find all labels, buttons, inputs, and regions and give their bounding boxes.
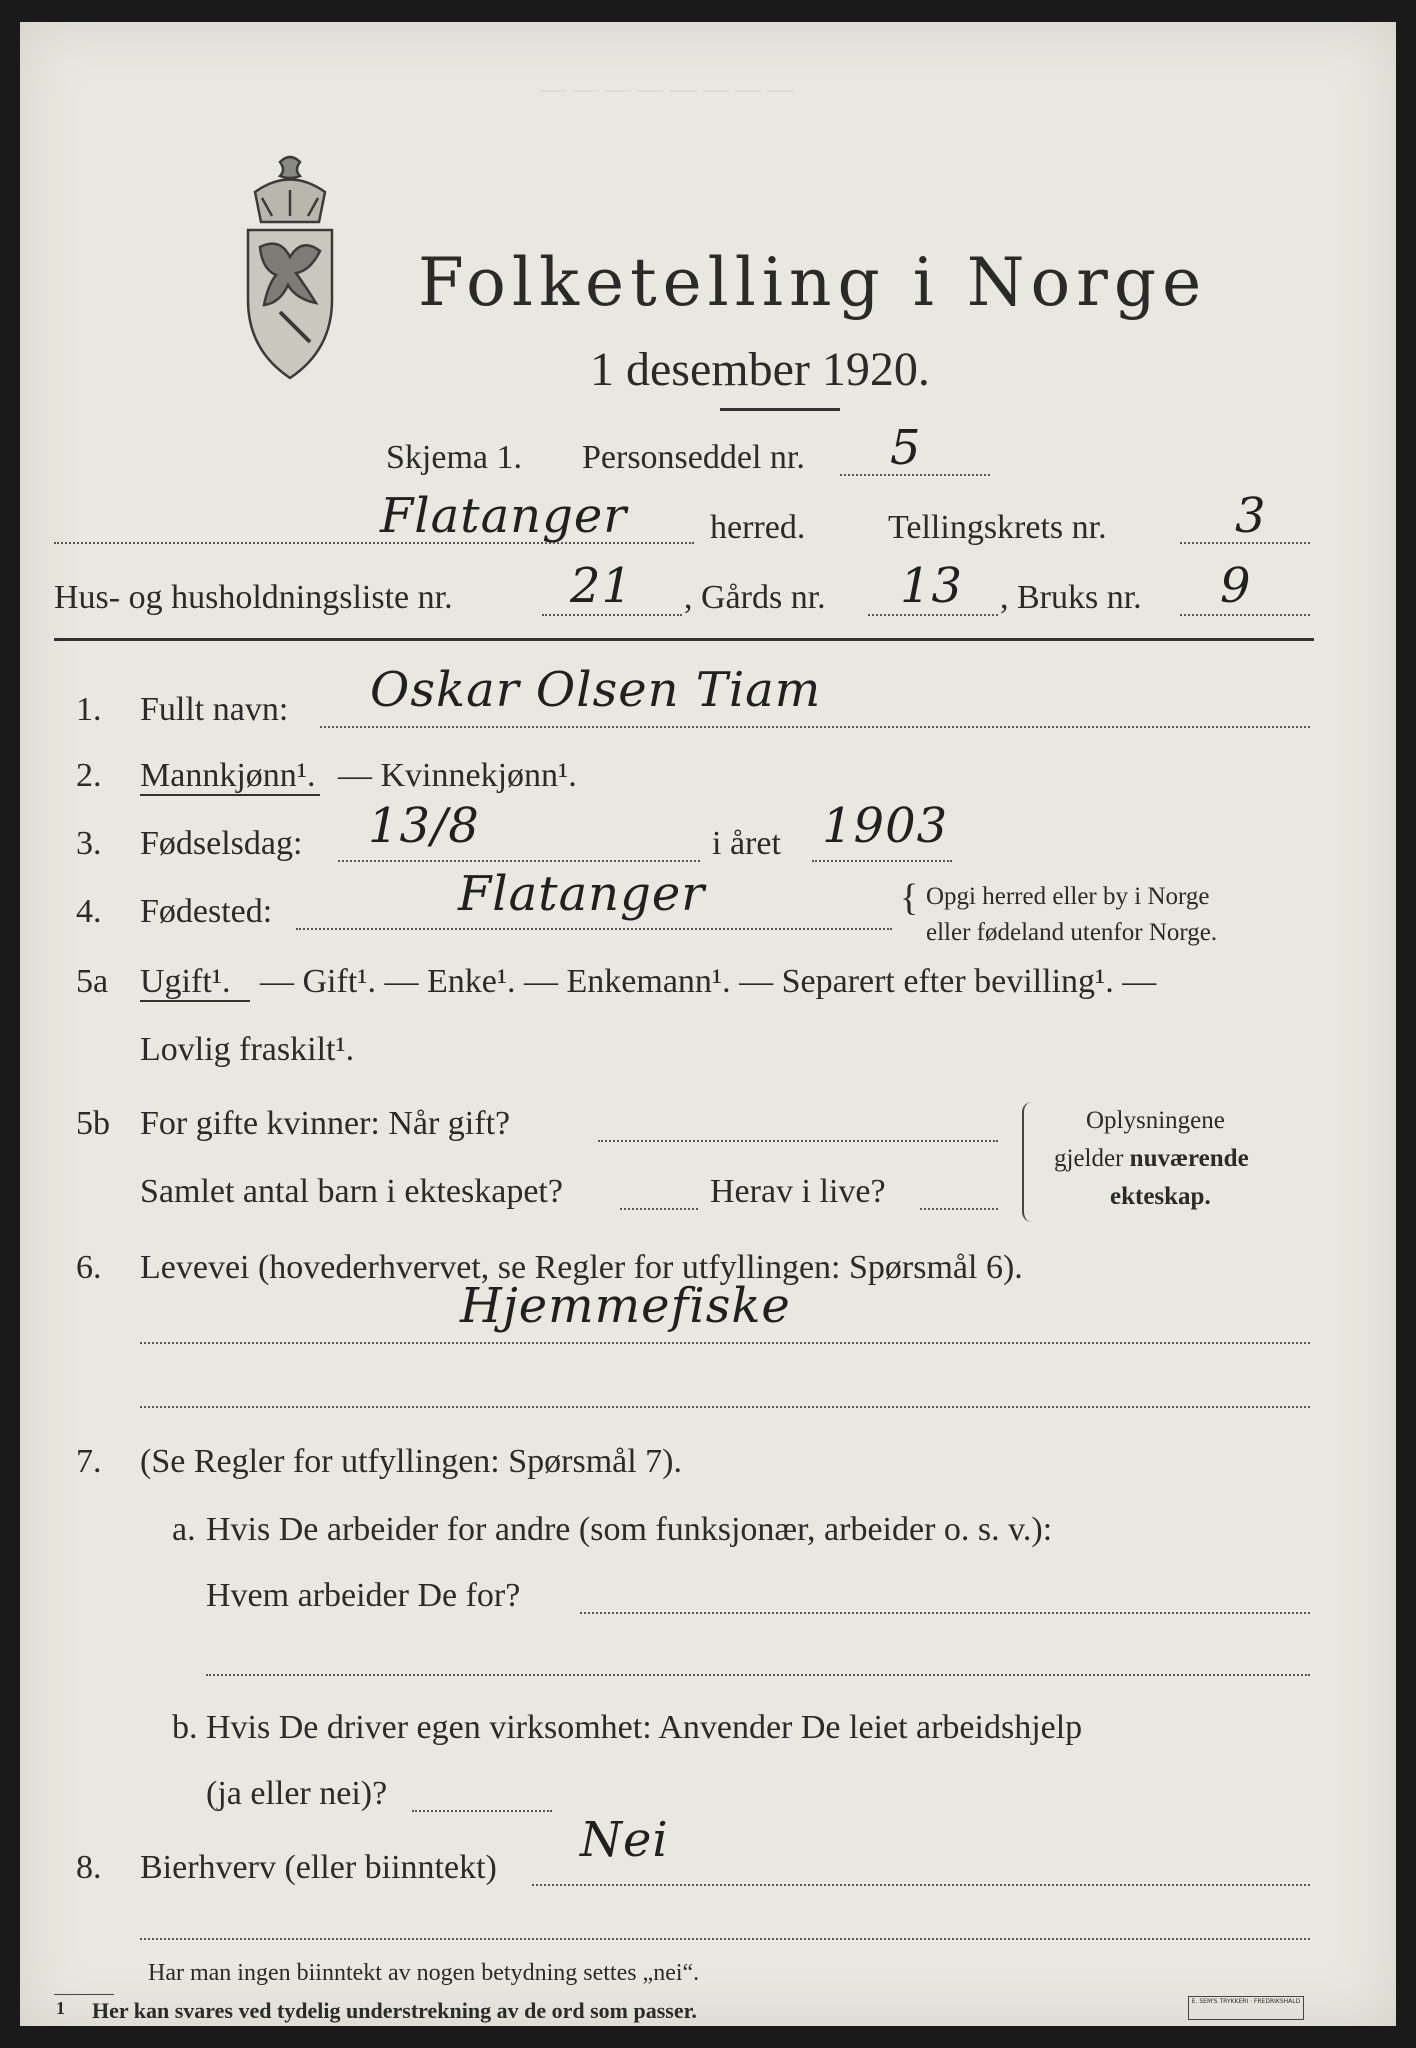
q1-full-name[interactable]: Oskar Olsen Tiam — [370, 662, 822, 718]
header-divider — [54, 638, 1314, 641]
q3-birth-year[interactable]: 1903 — [822, 798, 949, 854]
q5b-number: 5b — [76, 1105, 110, 1142]
q8-side-income[interactable]: Nei — [580, 1812, 669, 1868]
q5b-married-label: For gifte kvinner: Når gift? — [140, 1105, 511, 1142]
q7b-line1: Hvis De driver egen virksomhet: Anvender De leiet arbeidshjelp — [206, 1709, 1083, 1746]
hus-dots — [542, 614, 682, 616]
q5b-children-label: Samlet antal barn i ekteskapet? — [140, 1173, 563, 1210]
coat-of-arms-icon — [220, 152, 360, 392]
q2-female-option[interactable]: — Kvinnekjønn¹. — [338, 757, 577, 794]
q3-birthdate[interactable]: 13/8 — [368, 798, 480, 854]
q8-dots-2 — [140, 1938, 1310, 1940]
bruks-value[interactable]: 9 — [1220, 558, 1252, 614]
q8-dots — [532, 1884, 1310, 1886]
title-divider — [720, 408, 840, 411]
q7-number: 7. — [76, 1443, 102, 1480]
tellingskrets-value[interactable]: 3 — [1235, 488, 1267, 544]
q4-note-line2: eller fødeland utenfor Norge. — [926, 919, 1218, 946]
footnote-number: 1 — [56, 1998, 65, 2018]
q5a-ugift-underline — [140, 1000, 250, 1002]
q5a-number: 5a — [76, 963, 109, 1000]
q1-number: 1. — [76, 691, 102, 728]
herred-label: herred. — [710, 509, 806, 546]
bruks-dots — [1180, 614, 1310, 616]
form-date: 1 desember 1920. — [590, 343, 930, 396]
q4-note-line1: Opgi herred eller by i Norge — [926, 883, 1210, 910]
q5b-children-dots[interactable] — [620, 1208, 698, 1210]
q5b-bracket — [1022, 1102, 1036, 1222]
q3-year-label: i året — [712, 825, 781, 862]
q2-male-option[interactable]: Mannkjønn¹. — [140, 757, 316, 794]
q5b-married-dots[interactable] — [598, 1140, 998, 1142]
q5b-note-line1: Oplysningene — [1086, 1107, 1225, 1134]
q2-male-underline — [140, 794, 320, 796]
q6-label: Levevei (hovederhvervet, se Regler for utfyllingen: Spørsmål 6). — [140, 1249, 1023, 1286]
hus-value[interactable]: 21 — [570, 558, 634, 614]
q7a-number: a. — [172, 1511, 196, 1548]
q5a-other-options[interactable]: — Gift¹. — Enke¹. — Enkemann¹. — Separert efter bevilling¹. — — [260, 963, 1157, 1000]
printer-stamp: E. SEM'S TRYKKERI · FREDRIKSHALD — [1188, 1996, 1304, 2020]
q6-number: 6. — [76, 1249, 102, 1286]
personseddel-label: Personseddel nr. — [582, 439, 805, 476]
q4-label: Fødested: — [140, 893, 273, 930]
census-form-page — [20, 22, 1396, 2026]
personseddel-value[interactable]: 5 — [890, 420, 922, 476]
q7b-number: b. — [172, 1709, 198, 1746]
q5b-note-line3: ekteskap. — [1110, 1183, 1211, 1210]
q7b-dots[interactable] — [412, 1810, 552, 1812]
q5a-ugift-option[interactable]: Ugift¹. — [140, 963, 231, 1000]
q7a-line2: Hvem arbeider De for? — [206, 1577, 521, 1614]
q1-label: Fullt navn: — [140, 691, 289, 728]
gards-label: , Gårds nr. — [684, 579, 826, 616]
q4-number: 4. — [76, 893, 102, 930]
bleed-through-text: — — — — — — — — — [540, 74, 794, 103]
q7b-line2: (ja eller nei)? — [206, 1775, 388, 1812]
q3-dots — [338, 860, 700, 862]
q6-occupation[interactable]: Hjemmefiske — [460, 1278, 791, 1334]
q3-label: Fødselsdag: — [140, 825, 303, 862]
hus-label: Hus- og husholdningsliste nr. — [54, 579, 453, 616]
q7a-dots-2[interactable] — [206, 1674, 1310, 1676]
form-title: Folketelling i Norge — [418, 244, 1208, 321]
tellingskrets-label: Tellingskrets nr. — [888, 509, 1107, 546]
gards-value[interactable]: 13 — [900, 558, 964, 614]
q5b-alive-label: Herav i live? — [710, 1173, 886, 1210]
q6-dots-1 — [140, 1342, 1310, 1344]
herred-value[interactable]: Flatanger — [380, 488, 628, 544]
q1-dots — [320, 726, 1310, 728]
q4-birthplace[interactable]: Flatanger — [458, 866, 706, 922]
q7a-dots-1[interactable] — [580, 1612, 1310, 1614]
q3-year-dots — [812, 860, 952, 862]
footnote-text: Her kan svares ved tydelig understrekning av de ord som passer. — [92, 1998, 697, 2023]
q6-dots-2 — [140, 1406, 1310, 1408]
q2-number: 2. — [76, 757, 102, 794]
footnote-rule — [54, 1994, 114, 1995]
bruks-label: , Bruks nr. — [1000, 579, 1142, 616]
footer-note: Har man ingen biinntekt av nogen betydning settes „nei“. — [148, 1960, 700, 1986]
q5a-line2[interactable]: Lovlig fraskilt¹. — [140, 1031, 355, 1068]
skjema-label: Skjema 1. — [386, 439, 522, 476]
q3-number: 3. — [76, 825, 102, 862]
q5b-note-line2a: gjelder — [1054, 1145, 1124, 1172]
q8-label: Bierhverv (eller biinntekt) — [140, 1849, 497, 1886]
q8-number: 8. — [76, 1849, 102, 1886]
q7-label: (Se Regler for utfyllingen: Spørsmål 7). — [140, 1443, 683, 1480]
q7a-line1: Hvis De arbeider for andre (som funksjonær, arbeider o. s. v.): — [206, 1511, 1053, 1548]
gards-dots — [868, 614, 998, 616]
q5b-alive-dots[interactable] — [920, 1208, 998, 1210]
q4-brace-icon: { — [900, 877, 919, 919]
q4-dots — [296, 928, 892, 930]
q5b-note-line2b: nuværende — [1129, 1145, 1249, 1172]
